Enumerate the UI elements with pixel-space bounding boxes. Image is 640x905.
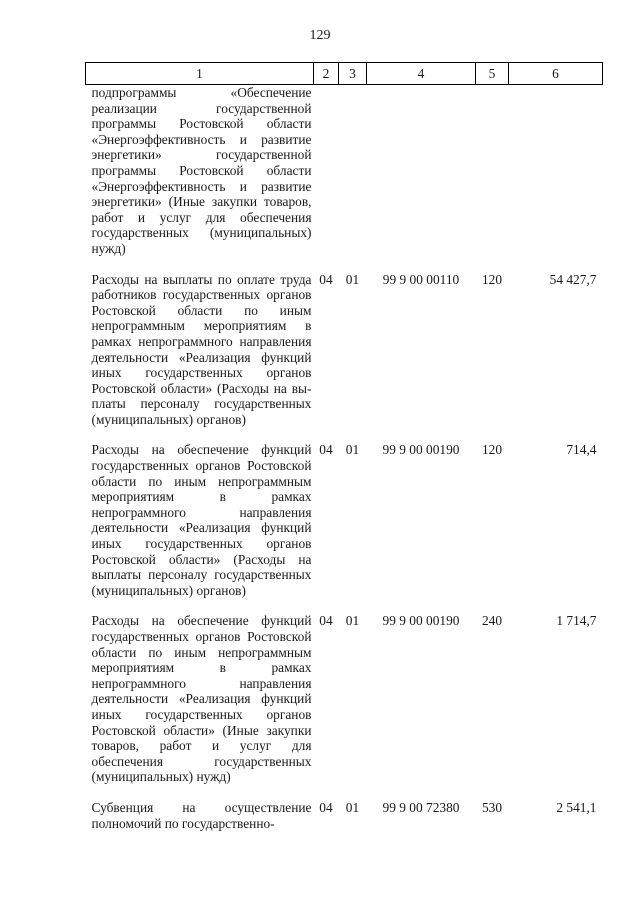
column-header: 6 (509, 63, 603, 85)
row-amount: 714,4 (566, 442, 597, 458)
row-target-article: 99 9 00 00190 (382, 613, 460, 629)
row-expense-type: 240 (481, 613, 503, 629)
row-expense-type: 120 (481, 442, 503, 458)
table-header-row (86, 63, 603, 85)
row-description: Субвенция на осуществление полномочий по государственно- (91, 799, 312, 831)
row-subsection-code (339, 85, 367, 272)
row-target-article: 99 9 00 00190 (382, 442, 460, 458)
column-header: 5 (476, 63, 509, 85)
row-subsection-code: 01 (345, 442, 360, 458)
row-subsection-code: 01 (345, 271, 360, 287)
row-target-article: 99 9 00 00110 (382, 271, 460, 287)
table-row (86, 272, 603, 443)
table-row (86, 442, 603, 613)
column-header: 4 (367, 63, 476, 85)
row-section-code: 04 (319, 442, 333, 458)
table-row (86, 800, 603, 831)
table-row (86, 85, 603, 272)
row-section-code: 04 (319, 271, 333, 287)
row-amount: 1 714,7 (556, 613, 597, 629)
row-amount (509, 85, 603, 272)
row-expense-type: 120 (481, 271, 503, 287)
column-header: 2 (314, 63, 339, 85)
row-expense-type (476, 85, 509, 272)
row-amount: 2 541,1 (556, 799, 597, 815)
row-section-code (314, 85, 339, 272)
row-subsection-code: 01 (345, 799, 360, 815)
row-section-code: 04 (319, 613, 333, 629)
row-subsection-code: 01 (345, 613, 360, 629)
row-target-article: 99 9 00 72380 (382, 799, 460, 815)
column-header: 3 (339, 63, 367, 85)
row-description: Расходы на обеспечение функций государственных органов Ростовской области по иным непрограммным мероприятиям в рамках непрограммного направления деятельности «Реализация функций иных государственных органов Ростовской области» (Расходы на выплаты персоналу государственных (муниципальных) органов) (91, 442, 312, 598)
row-section-code: 04 (319, 799, 333, 815)
page-number: 129 (309, 28, 331, 43)
budget-table (85, 62, 603, 831)
row-description: Расходы на выплаты по оплате труда работников государственных органов Ростовской области по иным непрограммным мероприятиям в рамках непрограммного направления деятельности «Реализация функций иных государственных органов Ростовской области» (Расходы на выплаты персоналу государственных (муниципальных) органов) (91, 271, 312, 427)
row-description: Расходы на обеспечение функций государственных органов Ростовской области по иным непрограммным мероприятиям в рамках непрограммного направления деятельности «Реализация функций иных государственных органов Ростовской области» (Иные закупки товаров, работ и услуг для обеспечения государственных (муниципальных) нужд) (91, 613, 312, 785)
row-target-article (367, 85, 476, 272)
row-expense-type: 530 (481, 799, 503, 815)
column-header: 1 (86, 63, 314, 85)
row-description: подпрограммы «Обеспечение реализации государственной программы Ростовской области «Энергоэффективность и развитие энергетики» государственной программы Ростовской области «Энергоэффективность и развитие энергетики» (Иные закупки товаров, работ и услуг для обеспечения государственных (муниципальных) нужд) (91, 85, 312, 256)
row-amount: 54 427,7 (549, 271, 597, 287)
table-row (86, 613, 603, 800)
